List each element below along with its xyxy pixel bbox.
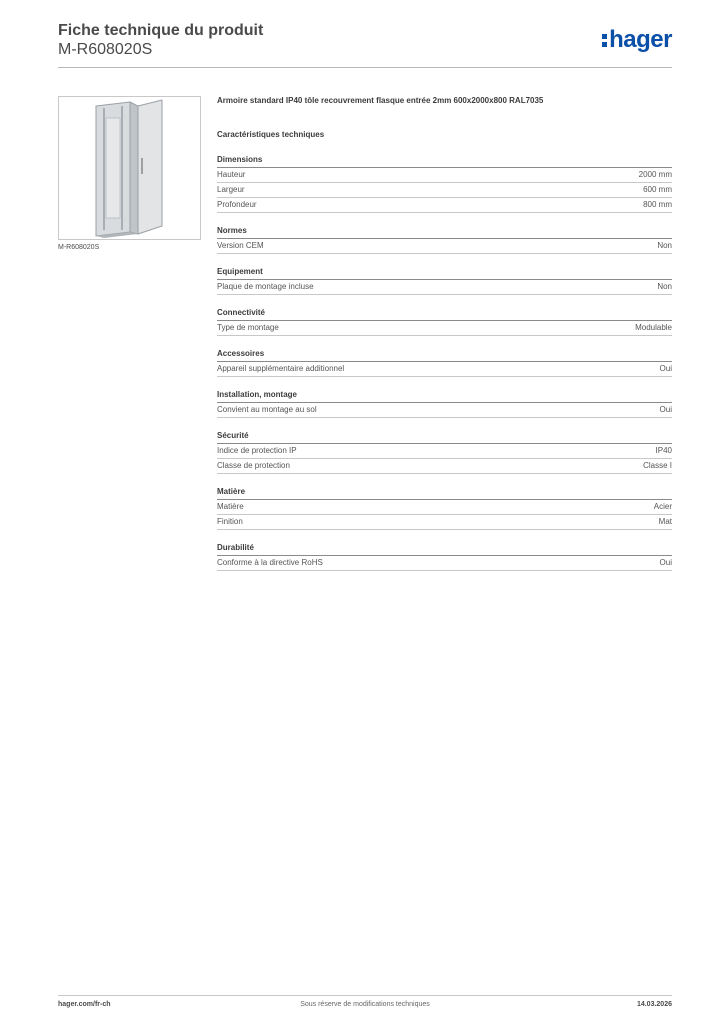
spec-label: Finition — [217, 517, 243, 526]
spec-label: Hauteur — [217, 170, 246, 179]
spec-label: Matière — [217, 502, 244, 511]
section-title: Sécurité — [217, 431, 672, 444]
spec-label: Plaque de montage incluse — [217, 282, 314, 291]
spec-value: Oui — [659, 364, 672, 373]
spec-section-securite — [217, 431, 672, 474]
spec-section-equipement — [217, 267, 672, 295]
footer-website[interactable]: hager.com/fr-ch — [58, 1001, 111, 1008]
document-title: Fiche technique du produit — [58, 22, 264, 39]
section-title: Dimensions — [217, 155, 672, 168]
spec-row — [217, 459, 672, 474]
spec-label: Indice de protection IP — [217, 446, 297, 455]
spec-value: Acier — [653, 502, 672, 511]
spec-row — [217, 500, 672, 515]
spec-row — [217, 183, 672, 198]
spec-label: Classe de protection — [217, 461, 290, 470]
logo-dots-icon — [602, 32, 607, 48]
spec-sheet — [217, 96, 672, 571]
page-footer — [58, 995, 672, 1009]
section-title: Durabilité — [217, 543, 672, 556]
spec-section-connectivite — [217, 308, 672, 336]
spec-row — [217, 280, 672, 295]
spec-section-normes — [217, 226, 672, 254]
spec-row — [217, 403, 672, 418]
spec-label: Profondeur — [217, 200, 257, 209]
spec-row — [217, 515, 672, 530]
spec-row — [217, 321, 672, 336]
cabinet-illustration — [90, 98, 170, 238]
logo-text: hager — [609, 26, 672, 53]
product-image — [58, 96, 201, 240]
hager-logo — [602, 28, 672, 52]
spec-value: Non — [657, 282, 672, 291]
section-title: Connectivité — [217, 308, 672, 321]
spec-value: 600 mm — [643, 185, 672, 194]
spec-value: Classe I — [643, 461, 672, 470]
spec-value: IP40 — [655, 446, 672, 455]
spec-row — [217, 198, 672, 213]
spec-label: Version CEM — [217, 241, 264, 250]
spec-section-durabilite — [217, 543, 672, 571]
spec-row — [217, 444, 672, 459]
spec-value: Mat — [658, 517, 672, 526]
spec-label: Largeur — [217, 185, 245, 194]
image-caption: M-R608020S — [58, 244, 100, 251]
spec-value: 2000 mm — [638, 170, 672, 179]
spec-row — [217, 556, 672, 571]
spec-value: Non — [657, 241, 672, 250]
footer-date: 14.03.2026 — [636, 1001, 672, 1008]
spec-value: Modulable — [635, 323, 672, 332]
product-description: Armoire standard IP40 tôle recouvrement flasque entrée 2mm 600x2000x800 RAL7035 — [217, 96, 544, 105]
spec-label: Type de montage — [217, 323, 279, 332]
spec-row — [217, 362, 672, 377]
spec-row — [217, 239, 672, 254]
spec-section-matiere — [217, 487, 672, 530]
spec-row — [217, 168, 672, 183]
section-title: Installation, montage — [217, 390, 672, 403]
section-title: Normes — [217, 226, 672, 239]
spec-label: Conforme à la directive RoHS — [217, 558, 323, 567]
footer-notice: Sous réserve de modifications techniques — [300, 1001, 430, 1008]
section-title: Equipement — [217, 267, 672, 280]
spec-section-installation — [217, 390, 672, 418]
spec-value: Oui — [659, 558, 672, 567]
spec-value: 800 mm — [643, 200, 672, 209]
spec-value: Oui — [659, 405, 672, 414]
spec-section-dimensions — [217, 155, 672, 213]
specs-heading: Caractéristiques techniques — [217, 130, 325, 139]
product-reference: M-R608020S — [58, 41, 153, 58]
spec-label: Appareil supplémentaire additionnel — [217, 364, 345, 373]
section-title: Matière — [217, 487, 672, 500]
section-title: Accessoires — [217, 349, 672, 362]
page-header — [58, 22, 672, 68]
spec-section-accessoires — [217, 349, 672, 377]
spec-label: Convient au montage au sol — [217, 405, 317, 414]
